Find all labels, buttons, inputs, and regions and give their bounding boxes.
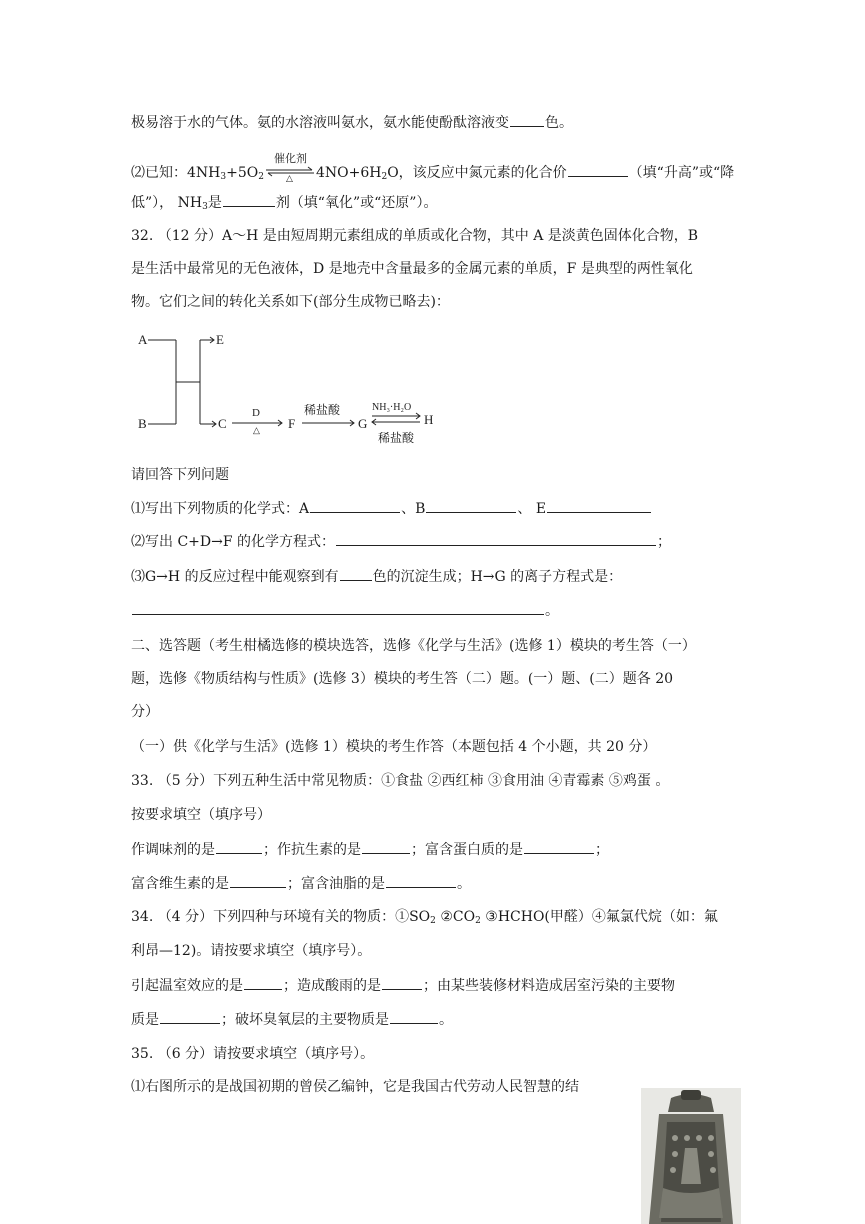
answer-blank[interactable] [223,192,275,207]
text-line: ⑴右图所示的是战国初期的曾侯乙编钟，它是我国古代劳动人民智慧的结 [131,1079,579,1095]
text-line: 请回答下列问题 [131,467,229,483]
text-line: ⑴写出下列物质的化学式：A 、B 、 E [131,498,652,519]
text-line: 是生活中最常见的无色液体，D 是地壳中含量最多的金属元素的单质，F 是典型的两性氧化 [131,261,693,277]
answer-blank[interactable] [510,112,544,127]
text-line: ⑶G→H 的反应过程中能观察到有 色的沉淀生成；H→G 的离子方程式是： [131,566,622,587]
answer-blank-e[interactable] [547,498,651,513]
answer-blank[interactable] [340,566,372,581]
answer-blank[interactable] [336,531,656,546]
section-heading: 二、选答题（考生柑橘选修的模块选答，选修《化学与生活》(选修 1）模块的考生答（一） [131,638,696,654]
answer-blank[interactable] [160,1009,220,1024]
reagent-d: D [252,407,260,419]
answer-blank-b[interactable] [426,498,516,513]
node-b: B [138,416,147,431]
node-g: G [358,416,368,431]
answer-blank[interactable] [524,839,594,854]
question-34: 34. （4 分）下列四种与环境有关的物质：$①SO_2$ $②CO_2$ ③HCHO(甲醛）④氟氯代烷（如：氟 [131,909,718,926]
text-line: 物。它们之间的转化关系如下(部分生成物已略去)： [131,294,450,310]
answer-blank[interactable] [568,162,628,177]
question-35: 35. （6 分）请按要求填空（填序号）。 [131,1046,375,1062]
answer-blank[interactable] [390,1009,438,1024]
question-33: 33. （5 分）下列五种生活中常见物质：①食盐 ②西红柿 ③食用油 ④青霉素 ⑤鸡蛋 。 [131,773,670,789]
node-h: H [424,412,434,427]
answer-blank[interactable] [362,839,410,854]
node-c: C [218,416,227,431]
node-a: A [138,332,148,347]
reagent-ammonia: NH₃·H₂O [372,402,412,413]
text-line: 利昂—12)。请按要求填空（填序号）。 [131,943,372,959]
answer-blank[interactable] [230,873,286,888]
answer-blank[interactable] [386,873,456,888]
reaction-condition: 催化剂 △ [264,163,316,183]
equation-line: ⑵已知：$4NH_3+5O_2$ 催化剂 △ $4NO+6H_2O$，该反应中氮元素的化合价 （填“升高”或“降 [131,152,735,184]
text-line: 按要求填空（填序号） [131,807,271,823]
bronze-bell-image [641,1088,741,1224]
conversion-diagram [132,330,452,450]
heat-symbol: △ [253,425,260,435]
answer-blank[interactable] [132,600,544,615]
question-32: 32. （12 分）A～H 是由短周期元素组成的单质或化合物，其中 A 是淡黄色固体化合物，B [131,228,699,244]
text-line: 极易溶于水的气体。氨的水溶液叫氨水，氨水能使酚酞溶液变 色。 [131,112,573,133]
text-line: 题，选修《物质结构与性质》(选修 3）模块的考生答（二）题。(一）题、(二）题各 20 [131,671,674,687]
text-line: 引起温室效应的是 ；造成酸雨的是 ；由某些装修材料造成居室污染的主要物 [131,975,675,996]
answer-blank-a[interactable] [310,498,400,513]
text-line: 质是 ；破坏臭氧层的主要物质是 。 [131,1009,453,1030]
reagent-acid-1: 稀盐酸 [304,403,341,417]
answer-blank[interactable] [244,975,282,990]
text-line: 富含维生素的是 ；富含油脂的是 。 [131,873,471,894]
answer-blank[interactable] [382,975,422,990]
reagent-acid-2: 稀盐酸 [378,431,415,445]
text-line: 分） [131,704,159,720]
node-e: E [216,332,224,347]
text-line: 低”）， $NH_3$是 剂（填“氧化”或“还原”）。 [131,192,437,213]
answer-blank[interactable] [216,839,262,854]
node-f: F [288,416,296,431]
text-line: 作调味剂的是 ；作抗生素的是 ；富含蛋白质的是 ； [131,839,609,860]
subsection-heading: （一）供《化学与生活》(选修 1）模块的考生作答（本题包括 4 个小题，共 20 分） [131,739,657,755]
text-line: 。 [131,600,559,621]
text-line: ⑵写出 C+D→F 的化学方程式： ； [131,531,671,552]
